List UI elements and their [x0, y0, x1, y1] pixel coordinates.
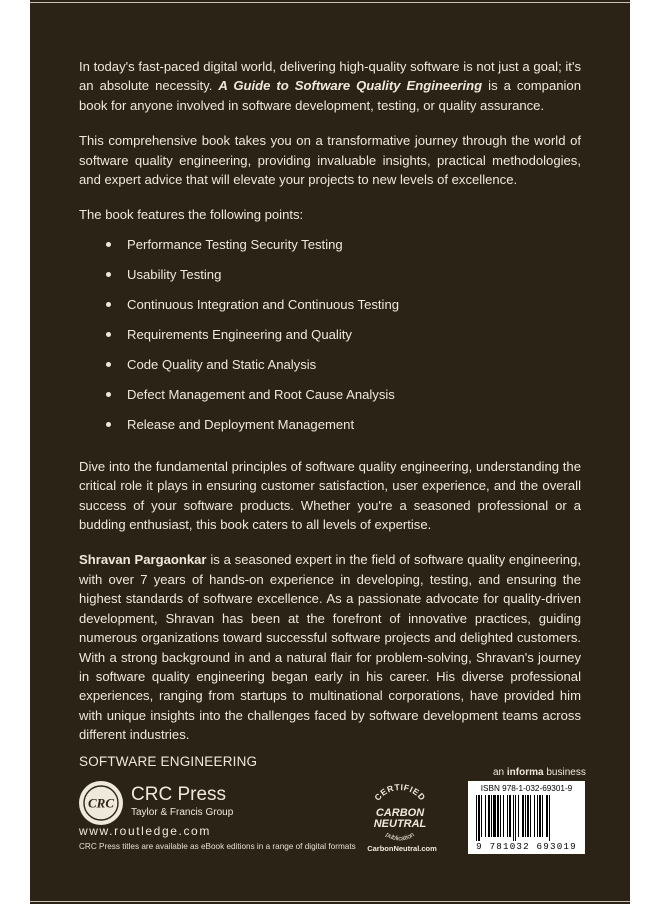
informa-suffix: business: [543, 767, 586, 778]
feature-item: Continuous Integration and Continuous Testing: [79, 295, 581, 325]
comprehensive-paragraph: This comprehensive book takes you on a transformative journey through the world of software quality engineering, providing invaluable insights, practical methodologies, and expert advice that will elevate your projects to new levels of excellence.: [79, 133, 581, 188]
informa-tagline: [493, 767, 586, 778]
svg-text:CARBON: CARBON: [375, 807, 425, 819]
barcode-digits: 9 781032 693019: [476, 841, 577, 852]
book-title: A Guide to Software Quality Engineering: [218, 78, 483, 94]
barcode-bar: [481, 795, 482, 837]
publisher-website: www.routledge.com: [79, 824, 211, 838]
barcode-bar: [491, 795, 492, 837]
barcode-bar: [530, 795, 531, 837]
feature-item: Code Quality and Static Analysis: [79, 355, 581, 385]
bottom-border-line: [30, 901, 630, 902]
publisher-name: CRC Press: [131, 784, 227, 805]
barcode-bar: [513, 795, 514, 841]
features-intro: The book features the following points:: [79, 207, 304, 223]
top-border-line: [30, 2, 630, 3]
barcode-bar: [546, 795, 548, 837]
feature-item: Requirements Engineering and Quality: [79, 325, 581, 355]
author-name: Shravan Pargaonkar: [79, 552, 207, 568]
crc-logo-text: CRC: [87, 795, 115, 811]
barcode-bar: [539, 795, 541, 837]
informa-prefix: an: [493, 767, 507, 778]
barcode-bar: [515, 795, 516, 841]
blurb-text: [79, 57, 581, 761]
barcode-bar: [500, 795, 501, 837]
intro-text-1: In today's fast-paced digital world, delivering high-quality software is not just a goal; it's an absolute necessity.: [79, 59, 581, 94]
barcode-bar: [497, 795, 499, 837]
barcode-icon: [474, 795, 579, 841]
barcode-bar: [507, 795, 508, 837]
feature-item: Performance Testing Security Testing: [79, 235, 581, 265]
dive-paragraph: Dive into the fundamental principles of software quality engineering, understanding the critical role it plays in ensuring customer satisfaction, user experience, and the overall success of your software products. Whether you're a seasoned professional or a budding enthusiast, this book caters to all levels of expertise.: [79, 458, 581, 533]
barcode-bar: [478, 795, 480, 841]
svg-text:NEUTRAL: NEUTRAL: [373, 818, 427, 830]
back-cover: [30, 0, 630, 904]
feature-item: Defect Management and Root Cause Analysis: [79, 385, 581, 415]
features-list: [79, 235, 581, 445]
isbn-number: ISBN 978-1-032-69301-9: [480, 784, 573, 793]
barcode-bar: [488, 795, 490, 837]
barcode-bar: [493, 795, 496, 837]
publisher-subtitle: Taylor & Francis Group: [131, 807, 234, 818]
ebook-note: CRC Press titles are available as eBook editions in a range of digital formats: [79, 842, 356, 851]
isbn-barcode: [468, 781, 585, 854]
barcode-bar: [534, 795, 535, 837]
intro-text-2: is a companion book for anyone involved in software development, testing, or quality assurance.: [79, 78, 581, 113]
author-bio: is a seasoned expert in the field of software quality engineering, with over 7 years of hands-on experience in developing, testing, and ensuring the highest standards of software excellence. As a passionate advocate for quality-driven development, Shravan has been at the forefront of innovative practices, guiding numerous organizations toward successful software projects and delighted customers. With a strong background in and a natural flair for problem-solving, Shravan's journey in software quality engineering began early in his career. His diverse professional experiences, ranging from startups to multinational corporations, have provided him with unique insights into the challenges faced by software development teams across different industries.: [79, 552, 581, 743]
barcode-bar: [527, 795, 529, 837]
barcode-bar: [503, 795, 504, 837]
barcode-bar: [485, 795, 486, 837]
svg-text:CERTIFIED: CERTIFIED: [372, 782, 428, 803]
carbon-neutral-url: CarbonNeutral.com: [367, 844, 437, 853]
svg-text:publication: publication: [384, 831, 416, 843]
barcode-bar: [542, 795, 543, 837]
informa-brand: informa: [506, 767, 544, 778]
barcode-bar: [518, 795, 519, 837]
barcode-bar: [509, 795, 511, 837]
barcode-bar: [549, 795, 550, 841]
barcode-bar: [537, 795, 538, 837]
barcode-bar: [476, 795, 477, 841]
author-paragraph: [79, 550, 581, 744]
crc-logo-icon: [78, 780, 124, 826]
feature-item: Usability Testing: [79, 265, 581, 295]
feature-item: Release and Deployment Management: [79, 415, 581, 445]
intro-paragraph: [79, 57, 581, 115]
barcode-bar: [522, 795, 524, 837]
barcode-bar: [525, 795, 526, 837]
series-label: SOFTWARE ENGINEERING: [79, 754, 258, 769]
